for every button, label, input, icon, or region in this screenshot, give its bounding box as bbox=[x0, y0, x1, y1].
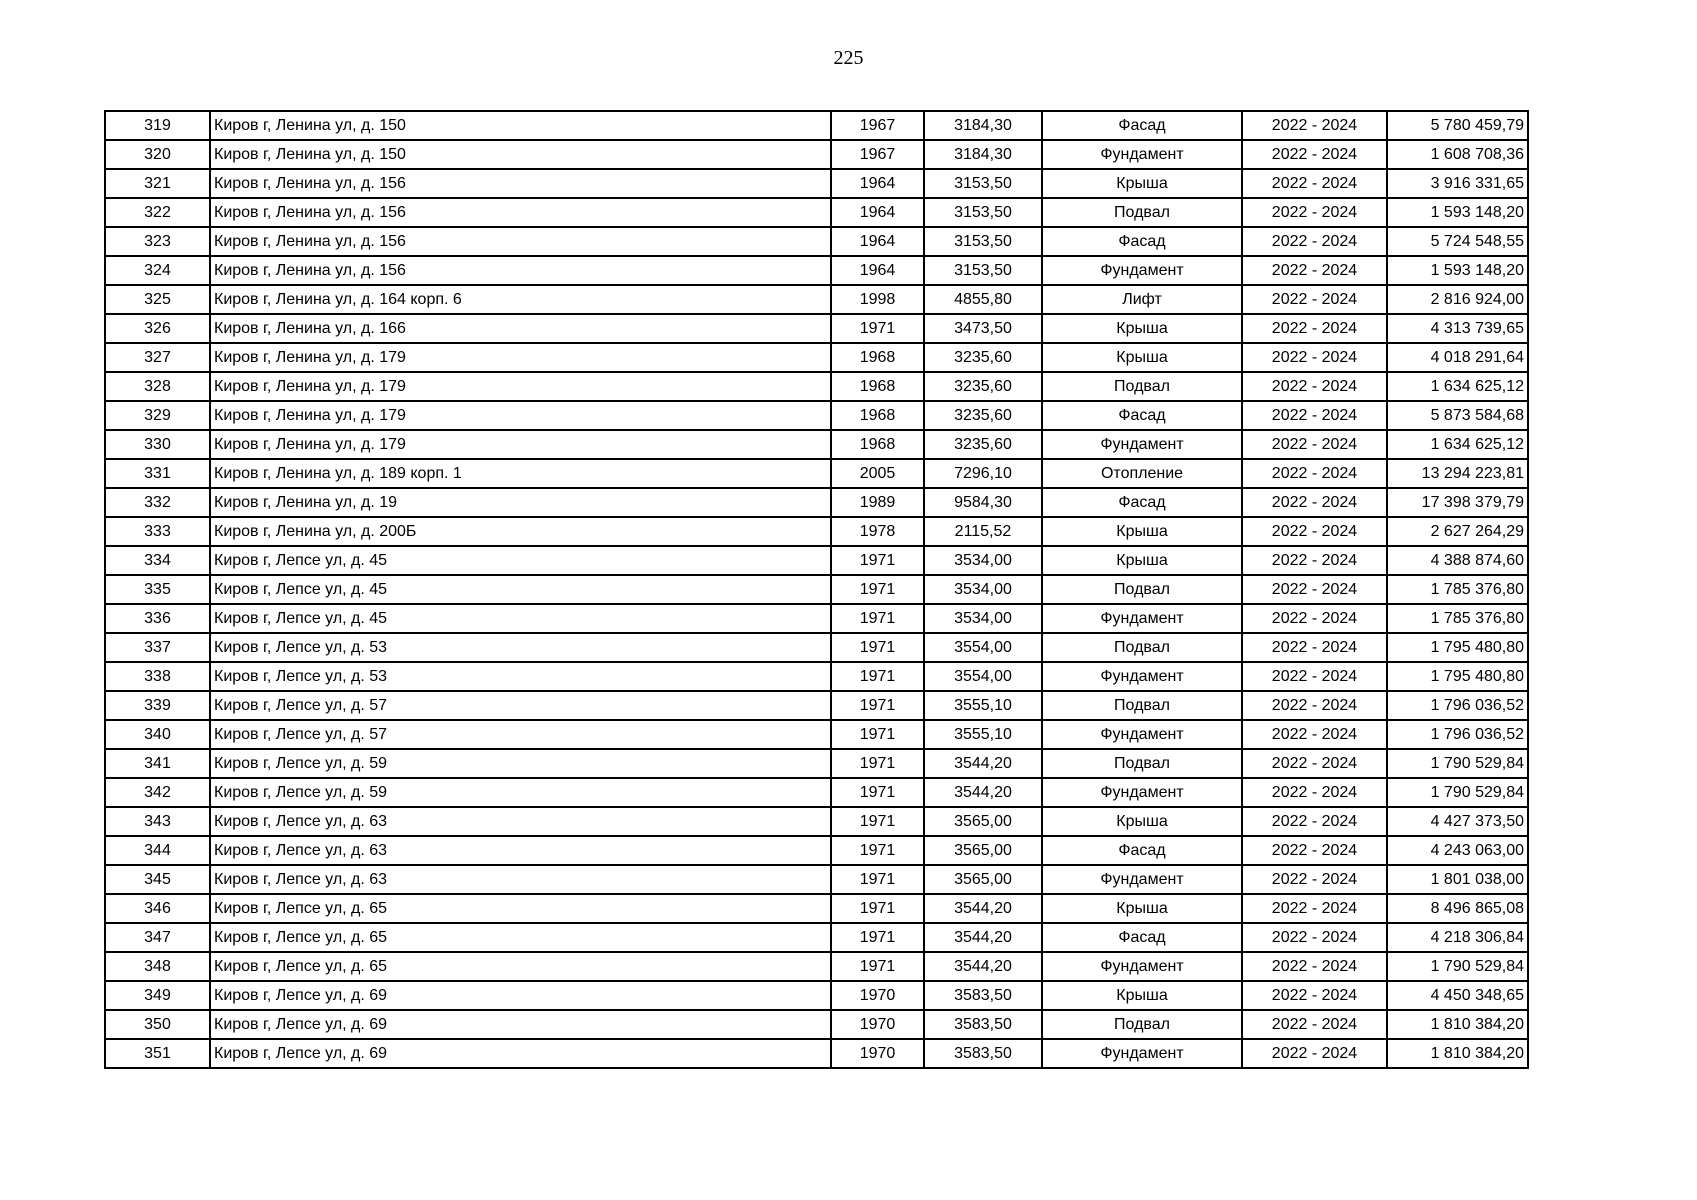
work-type-cell: Крыша bbox=[1042, 314, 1242, 343]
cost-cell: 4 243 063,00 bbox=[1387, 836, 1528, 865]
table-row bbox=[105, 459, 1528, 488]
build-year-cell: 1971 bbox=[831, 691, 924, 720]
area-cell: 3534,00 bbox=[924, 546, 1042, 575]
work-type-cell: Лифт bbox=[1042, 285, 1242, 314]
area-cell: 3544,20 bbox=[924, 923, 1042, 952]
cost-cell: 1 801 038,00 bbox=[1387, 865, 1528, 894]
period-cell: 2022 - 2024 bbox=[1242, 865, 1387, 894]
period-cell: 2022 - 2024 bbox=[1242, 169, 1387, 198]
row-number-cell: 333 bbox=[105, 517, 210, 546]
row-number-cell: 329 bbox=[105, 401, 210, 430]
work-type-cell: Фундамент bbox=[1042, 720, 1242, 749]
area-cell: 3555,10 bbox=[924, 720, 1042, 749]
period-cell: 2022 - 2024 bbox=[1242, 720, 1387, 749]
address-cell: Киров г, Ленина ул, д. 179 bbox=[210, 372, 831, 401]
work-type-cell: Крыша bbox=[1042, 517, 1242, 546]
period-cell: 2022 - 2024 bbox=[1242, 256, 1387, 285]
area-cell: 3534,00 bbox=[924, 604, 1042, 633]
address-cell: Киров г, Лепсе ул, д. 57 bbox=[210, 691, 831, 720]
table-row bbox=[105, 836, 1528, 865]
cost-cell: 1 785 376,80 bbox=[1387, 575, 1528, 604]
address-cell: Киров г, Лепсе ул, д. 65 bbox=[210, 894, 831, 923]
address-cell: Киров г, Лепсе ул, д. 45 bbox=[210, 546, 831, 575]
area-cell: 9584,30 bbox=[924, 488, 1042, 517]
table-row bbox=[105, 488, 1528, 517]
work-type-cell: Фасад bbox=[1042, 488, 1242, 517]
area-cell: 3235,60 bbox=[924, 372, 1042, 401]
build-year-cell: 2005 bbox=[831, 459, 924, 488]
build-year-cell: 1971 bbox=[831, 749, 924, 778]
build-year-cell: 1971 bbox=[831, 894, 924, 923]
period-cell: 2022 - 2024 bbox=[1242, 691, 1387, 720]
table-row bbox=[105, 865, 1528, 894]
build-year-cell: 1968 bbox=[831, 401, 924, 430]
address-cell: Киров г, Ленина ул, д. 156 bbox=[210, 169, 831, 198]
table-row bbox=[105, 140, 1528, 169]
area-cell: 3184,30 bbox=[924, 111, 1042, 140]
address-cell: Киров г, Лепсе ул, д. 69 bbox=[210, 981, 831, 1010]
cost-cell: 4 218 306,84 bbox=[1387, 923, 1528, 952]
cost-cell: 1 785 376,80 bbox=[1387, 604, 1528, 633]
address-cell: Киров г, Ленина ул, д. 164 корп. 6 bbox=[210, 285, 831, 314]
table-row bbox=[105, 923, 1528, 952]
period-cell: 2022 - 2024 bbox=[1242, 285, 1387, 314]
area-cell: 4855,80 bbox=[924, 285, 1042, 314]
build-year-cell: 1971 bbox=[831, 720, 924, 749]
address-cell: Киров г, Лепсе ул, д. 63 bbox=[210, 836, 831, 865]
table-row bbox=[105, 633, 1528, 662]
cost-cell: 1 795 480,80 bbox=[1387, 662, 1528, 691]
work-type-cell: Подвал bbox=[1042, 575, 1242, 604]
row-number-cell: 348 bbox=[105, 952, 210, 981]
cost-cell: 4 388 874,60 bbox=[1387, 546, 1528, 575]
period-cell: 2022 - 2024 bbox=[1242, 575, 1387, 604]
row-number-cell: 331 bbox=[105, 459, 210, 488]
build-year-cell: 1967 bbox=[831, 111, 924, 140]
cost-cell: 1 796 036,52 bbox=[1387, 720, 1528, 749]
period-cell: 2022 - 2024 bbox=[1242, 517, 1387, 546]
build-year-cell: 1971 bbox=[831, 923, 924, 952]
work-type-cell: Фундамент bbox=[1042, 778, 1242, 807]
address-cell: Киров г, Ленина ул, д. 189 корп. 1 bbox=[210, 459, 831, 488]
table-row bbox=[105, 546, 1528, 575]
address-cell: Киров г, Ленина ул, д. 156 bbox=[210, 227, 831, 256]
work-type-cell: Фундамент bbox=[1042, 604, 1242, 633]
area-cell: 3473,50 bbox=[924, 314, 1042, 343]
area-cell: 3565,00 bbox=[924, 807, 1042, 836]
build-year-cell: 1968 bbox=[831, 372, 924, 401]
address-cell: Киров г, Лепсе ул, д. 45 bbox=[210, 604, 831, 633]
period-cell: 2022 - 2024 bbox=[1242, 1039, 1387, 1068]
cost-cell: 2 816 924,00 bbox=[1387, 285, 1528, 314]
address-cell: Киров г, Ленина ул, д. 150 bbox=[210, 111, 831, 140]
table-row bbox=[105, 778, 1528, 807]
period-cell: 2022 - 2024 bbox=[1242, 836, 1387, 865]
table-row bbox=[105, 256, 1528, 285]
cost-cell: 1 810 384,20 bbox=[1387, 1039, 1528, 1068]
cost-cell: 1 810 384,20 bbox=[1387, 1010, 1528, 1039]
cost-cell: 1 796 036,52 bbox=[1387, 691, 1528, 720]
row-number-cell: 335 bbox=[105, 575, 210, 604]
row-number-cell: 339 bbox=[105, 691, 210, 720]
period-cell: 2022 - 2024 bbox=[1242, 198, 1387, 227]
cost-cell: 4 427 373,50 bbox=[1387, 807, 1528, 836]
table-row bbox=[105, 169, 1528, 198]
period-cell: 2022 - 2024 bbox=[1242, 981, 1387, 1010]
address-cell: Киров г, Ленина ул, д. 156 bbox=[210, 256, 831, 285]
row-number-cell: 341 bbox=[105, 749, 210, 778]
period-cell: 2022 - 2024 bbox=[1242, 952, 1387, 981]
table-row bbox=[105, 691, 1528, 720]
work-type-cell: Фундамент bbox=[1042, 430, 1242, 459]
area-cell: 3544,20 bbox=[924, 749, 1042, 778]
area-cell: 3555,10 bbox=[924, 691, 1042, 720]
period-cell: 2022 - 2024 bbox=[1242, 111, 1387, 140]
row-number-cell: 345 bbox=[105, 865, 210, 894]
cost-cell: 5 724 548,55 bbox=[1387, 227, 1528, 256]
area-cell: 3554,00 bbox=[924, 662, 1042, 691]
cost-cell: 5 780 459,79 bbox=[1387, 111, 1528, 140]
period-cell: 2022 - 2024 bbox=[1242, 459, 1387, 488]
build-year-cell: 1964 bbox=[831, 198, 924, 227]
table-row bbox=[105, 430, 1528, 459]
row-number-cell: 328 bbox=[105, 372, 210, 401]
build-year-cell: 1971 bbox=[831, 778, 924, 807]
cost-cell: 1 790 529,84 bbox=[1387, 749, 1528, 778]
period-cell: 2022 - 2024 bbox=[1242, 1010, 1387, 1039]
table-row bbox=[105, 314, 1528, 343]
cost-cell: 3 916 331,65 bbox=[1387, 169, 1528, 198]
build-year-cell: 1971 bbox=[831, 575, 924, 604]
cost-cell: 1 634 625,12 bbox=[1387, 430, 1528, 459]
table-row bbox=[105, 372, 1528, 401]
table-row bbox=[105, 981, 1528, 1010]
build-year-cell: 1971 bbox=[831, 314, 924, 343]
row-number-cell: 325 bbox=[105, 285, 210, 314]
row-number-cell: 327 bbox=[105, 343, 210, 372]
period-cell: 2022 - 2024 bbox=[1242, 227, 1387, 256]
row-number-cell: 349 bbox=[105, 981, 210, 1010]
area-cell: 3554,00 bbox=[924, 633, 1042, 662]
table-row bbox=[105, 517, 1528, 546]
address-cell: Киров г, Лепсе ул, д. 69 bbox=[210, 1039, 831, 1068]
period-cell: 2022 - 2024 bbox=[1242, 488, 1387, 517]
table-row bbox=[105, 662, 1528, 691]
build-year-cell: 1971 bbox=[831, 604, 924, 633]
build-year-cell: 1968 bbox=[831, 343, 924, 372]
period-cell: 2022 - 2024 bbox=[1242, 923, 1387, 952]
period-cell: 2022 - 2024 bbox=[1242, 807, 1387, 836]
cost-cell: 1 593 148,20 bbox=[1387, 256, 1528, 285]
area-cell: 3544,20 bbox=[924, 894, 1042, 923]
table-body bbox=[105, 111, 1528, 1068]
build-year-cell: 1970 bbox=[831, 981, 924, 1010]
work-type-cell: Отопление bbox=[1042, 459, 1242, 488]
period-cell: 2022 - 2024 bbox=[1242, 546, 1387, 575]
period-cell: 2022 - 2024 bbox=[1242, 401, 1387, 430]
cost-cell: 4 450 348,65 bbox=[1387, 981, 1528, 1010]
area-cell: 3184,30 bbox=[924, 140, 1042, 169]
work-type-cell: Фундамент bbox=[1042, 662, 1242, 691]
address-cell: Киров г, Лепсе ул, д. 65 bbox=[210, 952, 831, 981]
area-cell: 3583,50 bbox=[924, 1010, 1042, 1039]
area-cell: 3565,00 bbox=[924, 865, 1042, 894]
row-number-cell: 326 bbox=[105, 314, 210, 343]
period-cell: 2022 - 2024 bbox=[1242, 662, 1387, 691]
row-number-cell: 351 bbox=[105, 1039, 210, 1068]
area-cell: 3153,50 bbox=[924, 198, 1042, 227]
area-cell: 2115,52 bbox=[924, 517, 1042, 546]
work-type-cell: Фасад bbox=[1042, 923, 1242, 952]
work-type-cell: Подвал bbox=[1042, 1010, 1242, 1039]
row-number-cell: 350 bbox=[105, 1010, 210, 1039]
table-row bbox=[105, 575, 1528, 604]
area-cell: 3583,50 bbox=[924, 981, 1042, 1010]
work-type-cell: Крыша bbox=[1042, 807, 1242, 836]
cost-cell: 13 294 223,81 bbox=[1387, 459, 1528, 488]
table-row bbox=[105, 894, 1528, 923]
work-type-cell: Крыша bbox=[1042, 169, 1242, 198]
build-year-cell: 1978 bbox=[831, 517, 924, 546]
work-type-cell: Подвал bbox=[1042, 198, 1242, 227]
area-cell: 3534,00 bbox=[924, 575, 1042, 604]
work-type-cell: Фасад bbox=[1042, 111, 1242, 140]
period-cell: 2022 - 2024 bbox=[1242, 430, 1387, 459]
address-cell: Киров г, Ленина ул, д. 150 bbox=[210, 140, 831, 169]
page-number: 225 bbox=[833, 47, 864, 69]
row-number-cell: 336 bbox=[105, 604, 210, 633]
address-cell: Киров г, Лепсе ул, д. 65 bbox=[210, 923, 831, 952]
work-type-cell: Фундамент bbox=[1042, 865, 1242, 894]
build-year-cell: 1971 bbox=[831, 807, 924, 836]
row-number-cell: 347 bbox=[105, 923, 210, 952]
cost-cell: 1 795 480,80 bbox=[1387, 633, 1528, 662]
work-type-cell: Подвал bbox=[1042, 691, 1242, 720]
address-cell: Киров г, Лепсе ул, д. 59 bbox=[210, 778, 831, 807]
build-year-cell: 1964 bbox=[831, 256, 924, 285]
build-year-cell: 1971 bbox=[831, 836, 924, 865]
row-number-cell: 334 bbox=[105, 546, 210, 575]
build-year-cell: 1971 bbox=[831, 662, 924, 691]
address-cell: Киров г, Лепсе ул, д. 45 bbox=[210, 575, 831, 604]
area-cell: 3153,50 bbox=[924, 169, 1042, 198]
row-number-cell: 346 bbox=[105, 894, 210, 923]
build-year-cell: 1968 bbox=[831, 430, 924, 459]
row-number-cell: 330 bbox=[105, 430, 210, 459]
row-number-cell: 320 bbox=[105, 140, 210, 169]
address-cell: Киров г, Лепсе ул, д. 63 bbox=[210, 807, 831, 836]
cost-cell: 1 608 708,36 bbox=[1387, 140, 1528, 169]
address-cell: Киров г, Ленина ул, д. 200Б bbox=[210, 517, 831, 546]
area-cell: 7296,10 bbox=[924, 459, 1042, 488]
table-row bbox=[105, 198, 1528, 227]
address-cell: Киров г, Ленина ул, д. 179 bbox=[210, 401, 831, 430]
address-cell: Киров г, Ленина ул, д. 156 bbox=[210, 198, 831, 227]
build-year-cell: 1971 bbox=[831, 546, 924, 575]
period-cell: 2022 - 2024 bbox=[1242, 372, 1387, 401]
address-cell: Киров г, Лепсе ул, д. 63 bbox=[210, 865, 831, 894]
period-cell: 2022 - 2024 bbox=[1242, 140, 1387, 169]
table-row bbox=[105, 749, 1528, 778]
table-row bbox=[105, 343, 1528, 372]
row-number-cell: 319 bbox=[105, 111, 210, 140]
work-type-cell: Фундамент bbox=[1042, 1039, 1242, 1068]
cost-cell: 17 398 379,79 bbox=[1387, 488, 1528, 517]
cost-cell: 1 790 529,84 bbox=[1387, 778, 1528, 807]
table-row bbox=[105, 807, 1528, 836]
cost-cell: 8 496 865,08 bbox=[1387, 894, 1528, 923]
work-type-cell: Фасад bbox=[1042, 227, 1242, 256]
row-number-cell: 324 bbox=[105, 256, 210, 285]
table-row bbox=[105, 1010, 1528, 1039]
cost-cell: 4 018 291,64 bbox=[1387, 343, 1528, 372]
area-cell: 3235,60 bbox=[924, 343, 1042, 372]
build-year-cell: 1971 bbox=[831, 633, 924, 662]
table-row bbox=[105, 604, 1528, 633]
row-number-cell: 323 bbox=[105, 227, 210, 256]
period-cell: 2022 - 2024 bbox=[1242, 343, 1387, 372]
address-cell: Киров г, Лепсе ул, д. 53 bbox=[210, 662, 831, 691]
area-cell: 3544,20 bbox=[924, 778, 1042, 807]
work-type-cell: Фундамент bbox=[1042, 140, 1242, 169]
period-cell: 2022 - 2024 bbox=[1242, 633, 1387, 662]
work-type-cell: Фасад bbox=[1042, 836, 1242, 865]
table-row bbox=[105, 285, 1528, 314]
repair-schedule-table bbox=[104, 110, 1529, 1069]
work-type-cell: Подвал bbox=[1042, 633, 1242, 662]
area-cell: 3153,50 bbox=[924, 227, 1042, 256]
table-row bbox=[105, 1039, 1528, 1068]
area-cell: 3544,20 bbox=[924, 952, 1042, 981]
table-row bbox=[105, 111, 1528, 140]
period-cell: 2022 - 2024 bbox=[1242, 604, 1387, 633]
address-cell: Киров г, Лепсе ул, д. 69 bbox=[210, 1010, 831, 1039]
period-cell: 2022 - 2024 bbox=[1242, 314, 1387, 343]
work-type-cell: Подвал bbox=[1042, 372, 1242, 401]
period-cell: 2022 - 2024 bbox=[1242, 778, 1387, 807]
address-cell: Киров г, Ленина ул, д. 179 bbox=[210, 430, 831, 459]
row-number-cell: 343 bbox=[105, 807, 210, 836]
area-cell: 3235,60 bbox=[924, 430, 1042, 459]
row-number-cell: 321 bbox=[105, 169, 210, 198]
work-type-cell: Фундамент bbox=[1042, 952, 1242, 981]
period-cell: 2022 - 2024 bbox=[1242, 749, 1387, 778]
work-type-cell: Подвал bbox=[1042, 749, 1242, 778]
build-year-cell: 1964 bbox=[831, 227, 924, 256]
area-cell: 3565,00 bbox=[924, 836, 1042, 865]
address-cell: Киров г, Лепсе ул, д. 59 bbox=[210, 749, 831, 778]
build-year-cell: 1970 bbox=[831, 1010, 924, 1039]
cost-cell: 4 313 739,65 bbox=[1387, 314, 1528, 343]
work-type-cell: Крыша bbox=[1042, 894, 1242, 923]
build-year-cell: 1971 bbox=[831, 952, 924, 981]
cost-cell: 1 593 148,20 bbox=[1387, 198, 1528, 227]
table-row bbox=[105, 720, 1528, 749]
row-number-cell: 332 bbox=[105, 488, 210, 517]
area-cell: 3583,50 bbox=[924, 1039, 1042, 1068]
row-number-cell: 322 bbox=[105, 198, 210, 227]
address-cell: Киров г, Лепсе ул, д. 57 bbox=[210, 720, 831, 749]
row-number-cell: 337 bbox=[105, 633, 210, 662]
address-cell: Киров г, Ленина ул, д. 19 bbox=[210, 488, 831, 517]
cost-cell: 2 627 264,29 bbox=[1387, 517, 1528, 546]
build-year-cell: 1970 bbox=[831, 1039, 924, 1068]
build-year-cell: 1998 bbox=[831, 285, 924, 314]
row-number-cell: 344 bbox=[105, 836, 210, 865]
table-row bbox=[105, 227, 1528, 256]
build-year-cell: 1971 bbox=[831, 865, 924, 894]
build-year-cell: 1967 bbox=[831, 140, 924, 169]
period-cell: 2022 - 2024 bbox=[1242, 894, 1387, 923]
row-number-cell: 338 bbox=[105, 662, 210, 691]
table-row bbox=[105, 952, 1528, 981]
work-type-cell: Крыша bbox=[1042, 546, 1242, 575]
work-type-cell: Крыша bbox=[1042, 343, 1242, 372]
cost-cell: 5 873 584,68 bbox=[1387, 401, 1528, 430]
row-number-cell: 340 bbox=[105, 720, 210, 749]
build-year-cell: 1989 bbox=[831, 488, 924, 517]
table-row bbox=[105, 401, 1528, 430]
address-cell: Киров г, Лепсе ул, д. 53 bbox=[210, 633, 831, 662]
address-cell: Киров г, Ленина ул, д. 166 bbox=[210, 314, 831, 343]
cost-cell: 1 790 529,84 bbox=[1387, 952, 1528, 981]
work-type-cell: Крыша bbox=[1042, 981, 1242, 1010]
area-cell: 3153,50 bbox=[924, 256, 1042, 285]
work-type-cell: Фундамент bbox=[1042, 256, 1242, 285]
row-number-cell: 342 bbox=[105, 778, 210, 807]
cost-cell: 1 634 625,12 bbox=[1387, 372, 1528, 401]
address-cell: Киров г, Ленина ул, д. 179 bbox=[210, 343, 831, 372]
build-year-cell: 1964 bbox=[831, 169, 924, 198]
area-cell: 3235,60 bbox=[924, 401, 1042, 430]
work-type-cell: Фасад bbox=[1042, 401, 1242, 430]
